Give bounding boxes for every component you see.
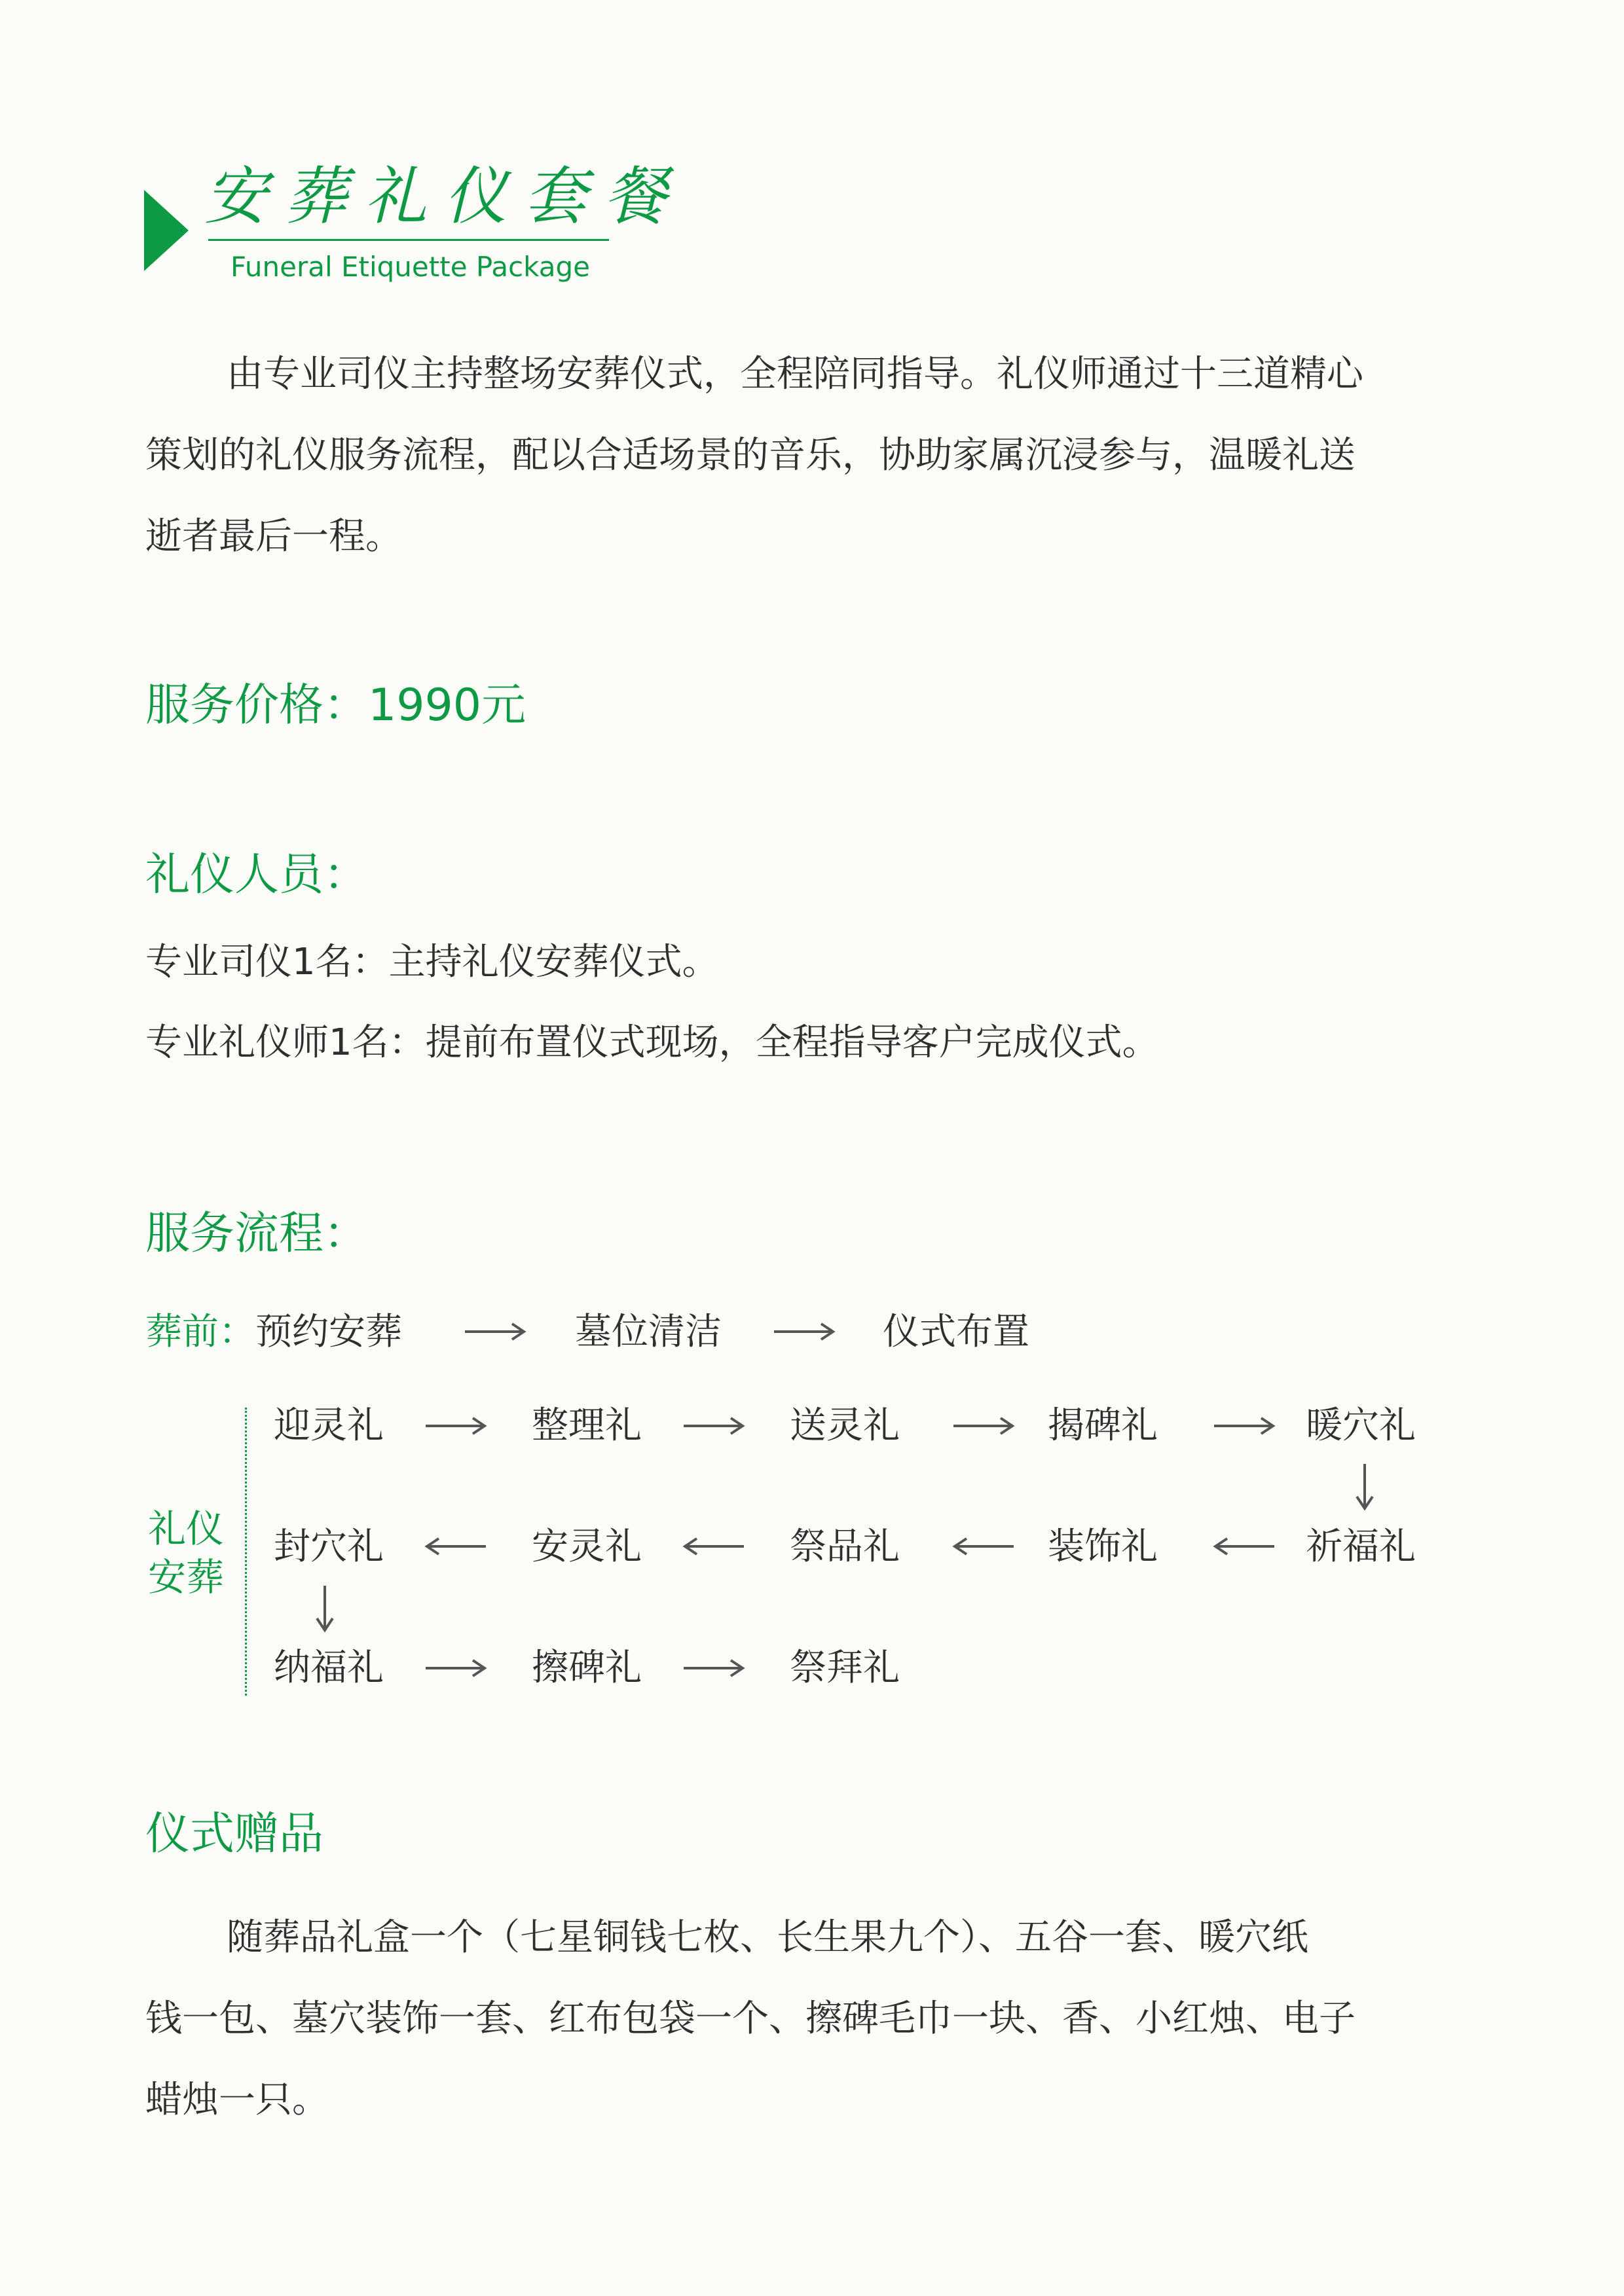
gifts-paragraph: [145, 1897, 1488, 2141]
arrow-down-icon: [1352, 1463, 1378, 1511]
arrow-right-icon: [464, 1319, 526, 1345]
pre-step: 墓位清洁: [575, 1311, 722, 1353]
arrow-right-icon: [773, 1319, 836, 1345]
ceremony-step: 揭碑礼: [1048, 1404, 1158, 1447]
ceremony-step: 安灵礼: [532, 1525, 642, 1568]
page-subtitle: Funeral Etiquette Package: [231, 251, 590, 283]
ceremony-step: 装饰礼: [1048, 1525, 1158, 1568]
arrow-right-icon: [424, 1655, 487, 1681]
ceremony-step: 封穴礼: [274, 1525, 384, 1568]
intro-line: 策划的礼仪服务流程，配以合适场景的音乐，协助家属沉浸参与，温暖礼送: [145, 434, 1356, 477]
gifts-line: 钱一包、墓穴装饰一套、红布包袋一个、擦碑毛巾一块、香、小红烛、电子: [145, 1997, 1356, 2040]
arrow-left-icon: [424, 1533, 487, 1559]
process-heading: 服务流程：: [145, 1208, 369, 1260]
pre-step: 仪式布置: [883, 1311, 1029, 1353]
ceremony-label: 安葬: [148, 1555, 225, 1599]
arrow-left-icon: [682, 1533, 745, 1559]
arrow-left-icon: [952, 1533, 1015, 1559]
intro-line: 由专业司仪主持整场安葬仪式，全程陪同指导。礼仪师通过十三道精心: [227, 353, 1363, 395]
arrow-right-icon: [682, 1413, 745, 1439]
staff-item: 专业礼仪师1名：提前布置仪式现场，全程指导客户完成仪式。: [145, 1021, 1159, 1064]
arrow-right-icon: [424, 1413, 487, 1439]
gifts-heading: 仪式赠品: [145, 1808, 324, 1860]
ceremony-step: 祈福礼: [1306, 1525, 1416, 1568]
ceremony-divider: [245, 1408, 247, 1696]
arrow-left-icon: [1213, 1533, 1276, 1559]
ceremony-step: 送灵礼: [790, 1404, 900, 1447]
intro-line: 逝者最后一程。: [145, 515, 402, 558]
ceremony-label: 礼仪: [148, 1506, 225, 1551]
service-price: 服务价格：1990元: [145, 680, 526, 731]
ceremony-step: 纳福礼: [274, 1647, 384, 1689]
gifts-line: 随葬品礼盒一个（七星铜钱七枚、长生果九个）、五谷一套、暖穴纸: [227, 1916, 1308, 1959]
arrow-right-icon: [1213, 1413, 1276, 1439]
ceremony-step: 祭拜礼: [790, 1647, 900, 1689]
arrow-right-icon: [682, 1655, 745, 1681]
header-triangle-icon: [144, 190, 189, 271]
pre-burial-row: [145, 1306, 402, 1358]
pre-step: 预约安葬: [255, 1311, 402, 1353]
staff-item: 专业司仪1名：主持礼仪安葬仪式。: [145, 941, 719, 983]
page-title: 安葬礼仪套餐: [204, 160, 684, 233]
staff-heading: 礼仪人员：: [145, 849, 369, 901]
intro-paragraph: [145, 334, 1488, 577]
ceremony-step: 擦碑礼: [532, 1647, 642, 1689]
arrow-down-icon: [312, 1584, 338, 1633]
ceremony-step: 迎灵礼: [274, 1404, 384, 1447]
title-underline: [208, 239, 609, 241]
arrow-right-icon: [952, 1413, 1015, 1439]
pre-burial-label: 葬前：: [145, 1311, 255, 1353]
ceremony-step: 整理礼: [532, 1404, 642, 1447]
ceremony-step: 祭品礼: [790, 1525, 900, 1568]
gifts-line: 蜡烛一只。: [145, 2079, 329, 2121]
ceremony-step: 暖穴礼: [1306, 1404, 1416, 1447]
